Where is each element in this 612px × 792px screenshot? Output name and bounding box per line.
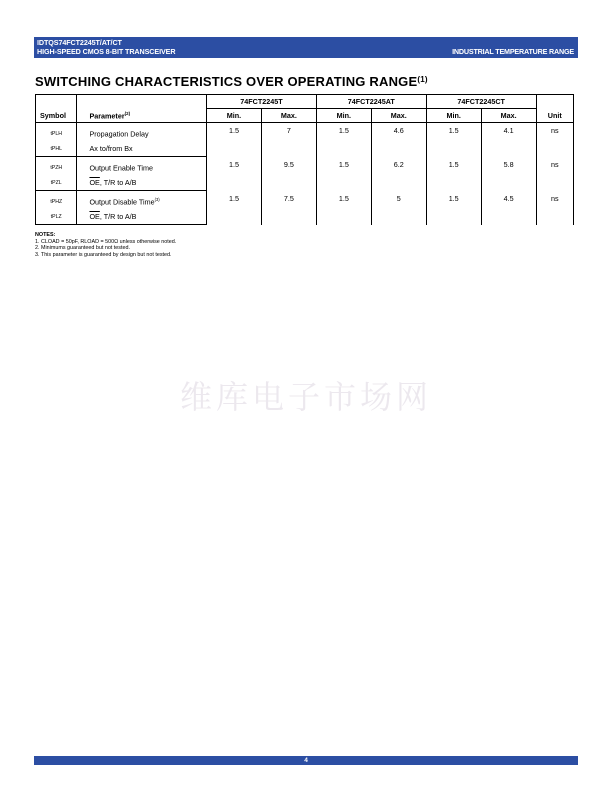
value-cell: 7.5 [261, 191, 316, 225]
parameter-cell [77, 191, 207, 210]
table-row [36, 157, 574, 176]
value-cell: 1.5 [207, 157, 262, 191]
parameter-cell [77, 141, 207, 157]
min-header: Min. [207, 109, 262, 123]
parameter-header [77, 109, 207, 123]
unit-cell: ns [536, 157, 573, 191]
device-header: 74FCT2245T [207, 95, 317, 109]
temperature-range: INDUSTRIAL TEMPERATURE RANGE [452, 47, 574, 56]
device-header: 74FCT2245AT [316, 95, 426, 109]
parameter-text: , T/R to A/B [99, 212, 137, 221]
value-cell: 1.5 [426, 157, 481, 191]
value-cell: 1.5 [316, 123, 371, 157]
parameter-cell [77, 209, 207, 225]
value-cell: 1.5 [316, 157, 371, 191]
value-cell: 6.2 [371, 157, 426, 191]
value-cell: 1.5 [207, 123, 262, 157]
symbol-cell: tPHL [36, 141, 77, 157]
parameter-cell [77, 157, 207, 176]
page-number: 4 [304, 757, 308, 764]
header-cell-empty [36, 95, 77, 109]
max-header: Max. [371, 109, 426, 123]
note-item: 3. This parameter is guaranteed by design but not tested. [35, 251, 172, 258]
min-header: Min. [426, 109, 481, 123]
value-cell: 5 [371, 191, 426, 225]
unit-cell: ns [536, 191, 573, 225]
value-cell: 7 [261, 123, 316, 157]
product-description: HIGH-SPEED CMOS 8-BIT TRANSCEIVER [37, 46, 176, 56]
symbol-cell: tPZH [36, 157, 77, 176]
header-left [37, 39, 175, 56]
table-row [36, 123, 574, 142]
parameter-overline: $\overline{OE}$ [89, 212, 100, 221]
header-cell-empty [77, 95, 207, 109]
parameter-text: Output Disable Time [89, 197, 155, 207]
max-header: Max. [261, 109, 316, 123]
switching-characteristics-table [35, 94, 574, 225]
max-header: Max. [481, 109, 536, 123]
unit-cell: ns [536, 123, 573, 157]
parameter-cell [77, 123, 207, 142]
parameter-header-text: Parameter [89, 110, 125, 120]
watermark: 维库电子市场网 [179, 378, 432, 416]
symbol-cell: tPLZ [36, 209, 77, 225]
section-title [35, 74, 428, 89]
unit-header: Unit [536, 109, 573, 123]
parameter-note: (3) [154, 196, 160, 202]
device-header: 74FCT2245CT [426, 95, 536, 109]
parameter-text: Output Enable Time [89, 163, 153, 173]
value-cell: 1.5 [426, 191, 481, 225]
section-title-text: SWITCHING CHARACTERISTICS OVER OPERATING RANGE [35, 74, 418, 89]
value-cell: 1.5 [207, 191, 262, 225]
symbol-cell: tPHZ [36, 191, 77, 210]
part-number: IDTQS74FCT2245T/AT/CT [37, 38, 122, 47]
symbol-cell: tPZL [36, 175, 77, 191]
parameter-text: Ax to/from Bx [89, 144, 133, 153]
header-cell-empty [536, 95, 573, 109]
notes-title: NOTES: [35, 232, 56, 238]
value-cell: 4.5 [481, 191, 536, 225]
min-header: Min. [316, 109, 371, 123]
symbol-header: Symbol [36, 109, 77, 123]
symbol-cell: tPLH [36, 123, 77, 142]
parameter-header-note: (2) [124, 110, 131, 116]
value-cell: 9.5 [261, 157, 316, 191]
value-cell: 5.8 [481, 157, 536, 191]
note-item: 1. CLOAD = 50pF, RLOAD = 500Ω unless otherwise noted. [35, 238, 177, 245]
notes [35, 232, 176, 258]
parameter-text: , T/R to A/B [99, 178, 137, 187]
table-row [36, 191, 574, 210]
value-cell: 1.5 [426, 123, 481, 157]
value-cell: 1.5 [316, 191, 371, 225]
value-cell: 4.6 [371, 123, 426, 157]
note-item: 2. Minimums guaranteed but not tested. [35, 245, 130, 252]
header-bar [34, 37, 578, 58]
section-title-note: (1) [417, 75, 428, 84]
value-cell: 4.1 [481, 123, 536, 157]
parameter-text: Propagation Delay [89, 129, 149, 139]
parameter-cell [77, 175, 207, 191]
footer-bar [34, 756, 578, 765]
parameter-overline: $\overline{OE}$ [89, 178, 100, 187]
